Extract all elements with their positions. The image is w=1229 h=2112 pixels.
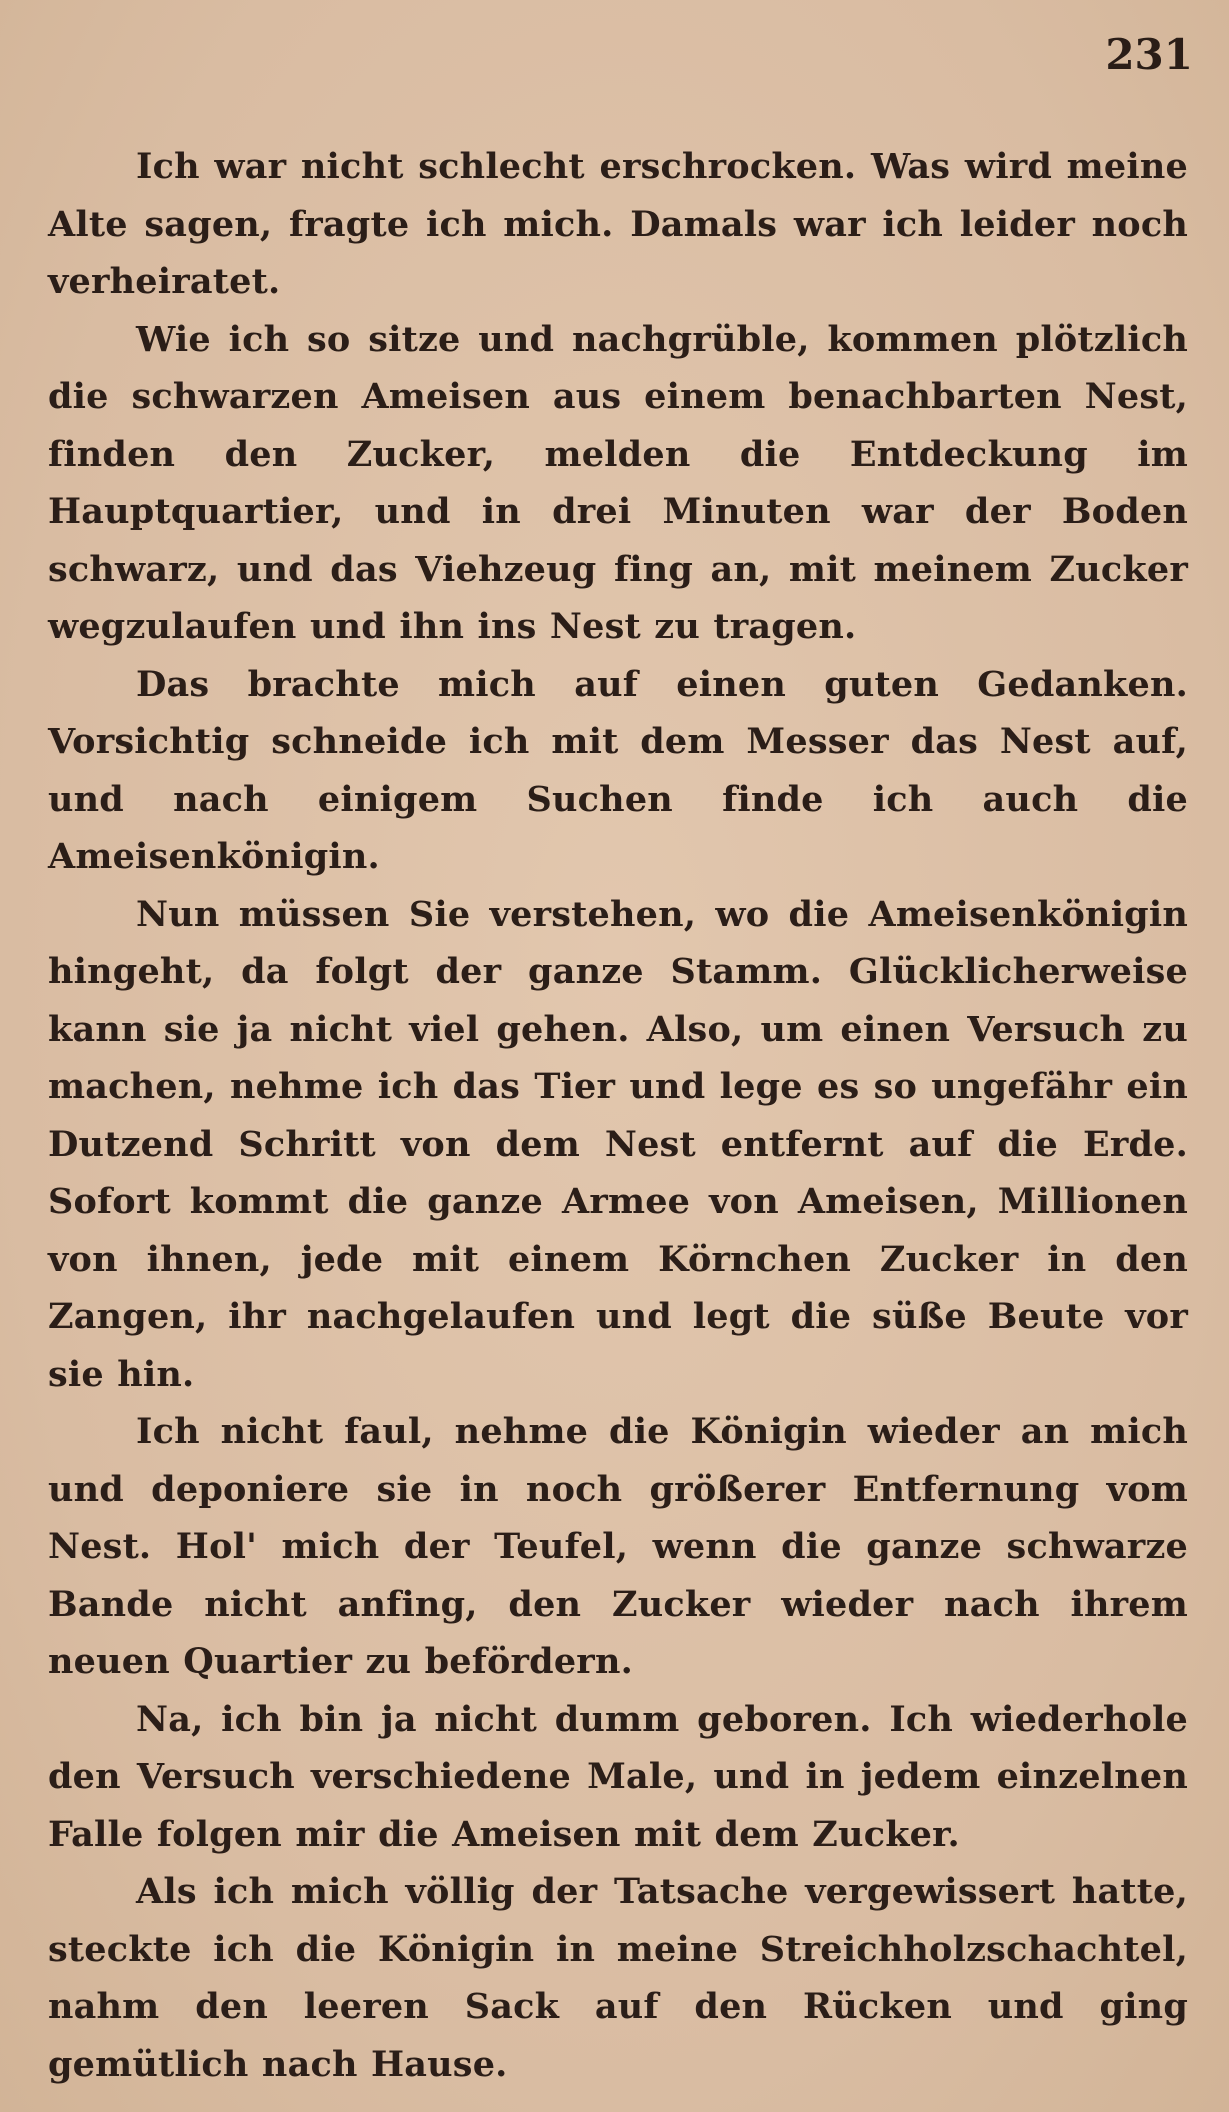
- body-text: [48, 138, 1188, 2093]
- paragraph: Ich war nicht schlecht erschrocken. Was wird meine Alte sagen, fragte ich mich. Damals war ich leider noch verheiratet.: [48, 146, 1188, 302]
- paragraph: Wie ich so sitze und nachgrüble, kommen plötzlich die schwarzen Ameisen aus einem benachbarten Nest, finden den Zucker, melden die Entdeckung im Hauptquartier, und in drei Minuten war der Boden schwarz, und das Viehzeug fing an, mit meinem Zucker wegzulaufen und ihn ins Nest zu tragen.: [48, 318, 1188, 647]
- paragraph: Das brachte mich auf einen guten Gedanken. Vorsichtig schneide ich mit dem Messer das Nest auf, und nach einigem Suchen finde ich auch die Ameisenkönigin.: [48, 663, 1188, 877]
- paragraph: Na, ich bin ja nicht dumm geboren. Ich wiederhole den Versuch verschiedene Male, und in jedem einzelnen Falle folgen mir die Ameisen mit dem Zucker.: [48, 1698, 1188, 1855]
- page-number: 231: [1105, 30, 1193, 79]
- paragraph: Nun müssen Sie verstehen, wo die Ameisenkönigin hingeht, da folgt der ganze Stamm. Glücklicherweise kann sie ja nicht viel gehen. Also, um einen Versuch zu machen, nehme ich das Tier und lege es so ungefähr ein Dutzend Schritt von dem Nest entfernt auf die Erde. Sofort kommt die ganze Armee von Ameisen, Millionen von ihnen, jede mit einem Körnchen Zucker in den Zangen, ihr nachgelaufen und legt die süße Beute vor sie hin.: [48, 893, 1188, 1395]
- paragraph: Als ich mich völlig der Tatsache vergewissert hatte, steckte ich die Königin in meine Streichholzschachtel, nahm den leeren Sack auf den Rücken und ging gemütlich nach Hause.: [48, 1871, 1188, 2085]
- paragraph: Ich nicht faul, nehme die Königin wieder an mich und deponiere sie in noch größerer Entfernung vom Nest. Hol' mich der Teufel, wenn die ganze schwarze Bande nicht anfing, den Zucker wieder nach ihrem neuen Quartier zu befördern.: [48, 1411, 1188, 1682]
